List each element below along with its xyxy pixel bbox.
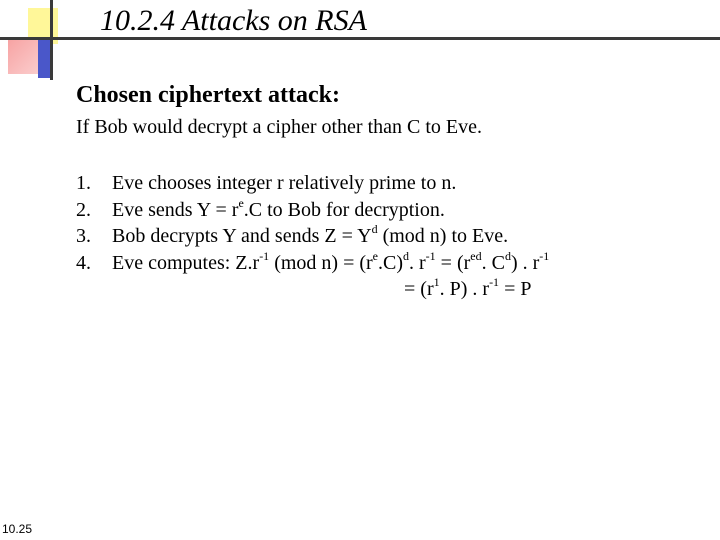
steps-list: [76, 170, 706, 303]
list-item: [76, 223, 706, 250]
list-item: [76, 250, 706, 277]
slide-title: 10.2.4 Attacks on RSA: [100, 4, 367, 37]
step-number: 3.: [76, 225, 91, 247]
step-number: 4.: [76, 251, 91, 274]
decorative-vertical-line: [50, 0, 53, 80]
step-text: Eve chooses integer r relatively prime to n.: [112, 172, 457, 194]
step-text: Eve computes: $Z.r^{-1}$ (mod $n) = (r^e.C)^d$. $r^{-1} = (r^{ed}$. $C^d$) . $r^{-1}$: [112, 248, 550, 274]
step-number: 1.: [76, 172, 91, 194]
section-heading: Chosen ciphertext attack:: [76, 82, 340, 108]
step-text: Bob decrypts Y and sends $Z = Y^d$ (mod n) to Eve.: [112, 222, 509, 247]
slide-number: 10.25: [2, 522, 33, 536]
step-continuation-text: = ($r^1$. P) . $r^{-1} = P$: [404, 275, 532, 300]
list-item: [76, 197, 706, 224]
list-item: [76, 170, 706, 197]
list-item-continuation: [76, 276, 706, 303]
step-number: 2.: [76, 198, 91, 221]
intro-text: If Bob would decrypt a cipher other than C to Eve.: [76, 116, 482, 138]
step-text: Eve sends $Y = r^e.C$ to Bob for decryption.: [112, 195, 445, 221]
